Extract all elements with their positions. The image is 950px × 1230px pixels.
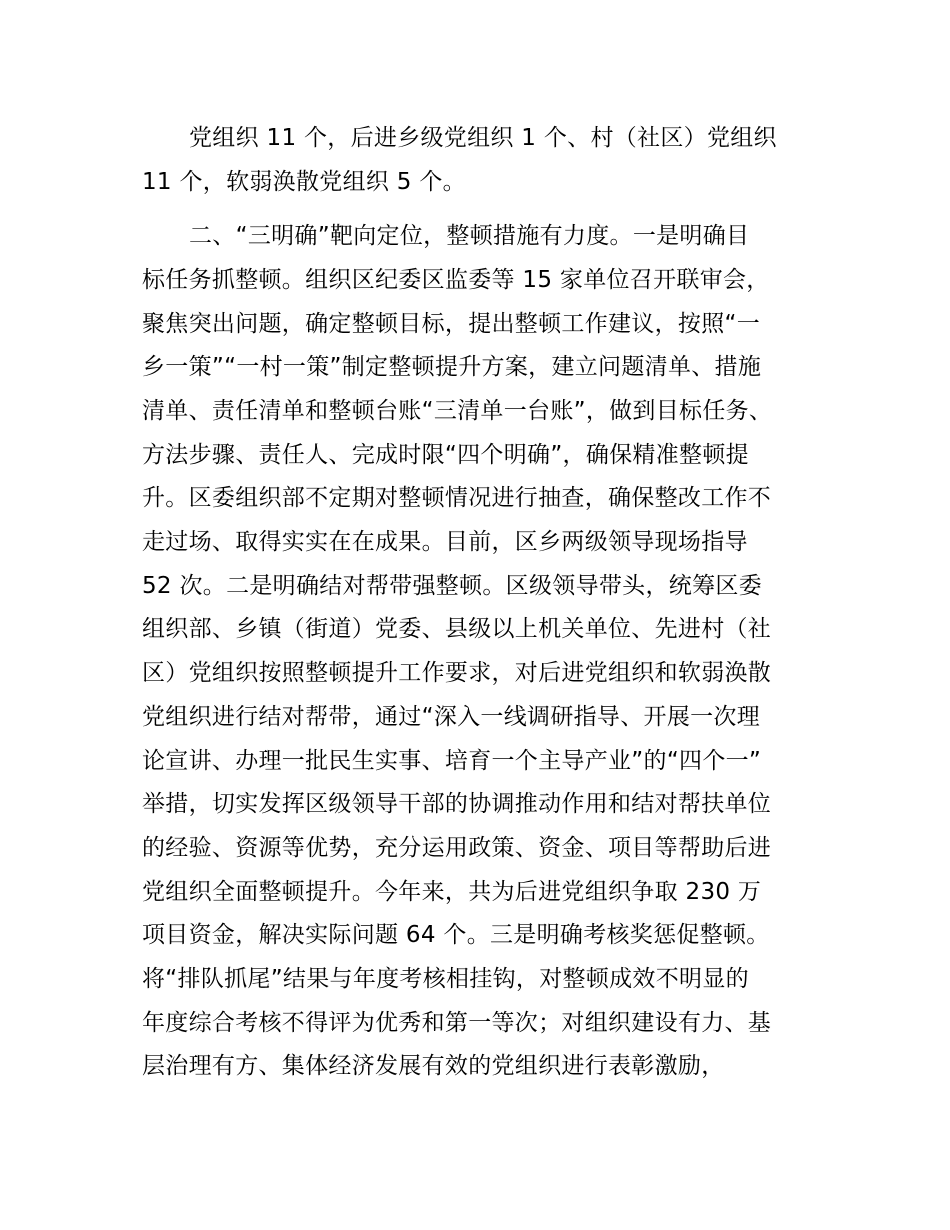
text-line: 清单、责任清单和整顿台账“三清单一台账”，做到目标任务、 [142, 398, 773, 424]
text-line: 标任务抓整顿。组织区纪委区监委等 15 家单位召开联审会， [142, 267, 770, 293]
text-line: 层治理有方、集体经济发展有效的党组织进行表彰激励， [142, 1053, 725, 1079]
text-line: 党组织全面整顿提升。今年来，共为后进党组织争取 230 万 [142, 879, 762, 905]
text-line: 方法步骤、责任人、完成时限“四个明确”，确保精准整顿提 [142, 442, 749, 468]
text-line: 52 次。二是明确结对帮带强整顿。区级领导带头，统筹区委 [142, 573, 762, 599]
text-line: 乡一策”“一村一策”制定整顿提升方案，建立问题清单、措施 [142, 354, 762, 380]
text-line: 区）党组织按照整顿提升工作要求，对后进党组织和软弱涣散 [142, 660, 772, 686]
text-line: 升。区委组织部不定期对整顿情况进行抽查，确保整改工作不 [142, 485, 772, 511]
text-line: 项目资金，解决实际问题 64 个。三是明确考核奖惩促整顿。 [142, 922, 770, 948]
text-line: 的经验、资源等优势，充分运用政策、资金、项目等帮助后进 [142, 835, 772, 861]
text-line: 11 个，软弱涣散党组织 5 个。 [142, 169, 466, 195]
text-line: 二、“三明确”靶向定位，整顿措施有力度。一是明确目 [189, 223, 750, 249]
text-line: 党组织进行结对帮带，通过“深入一线调研指导、开展一次理 [142, 704, 761, 730]
text-line: 组织部、乡镇（街道）党委、县级以上机关单位、先进村（社 [142, 616, 772, 642]
text-line: 论宣讲、办理一批民生实事、培育一个主导产业”的“四个一” [142, 748, 762, 774]
text-line: 聚焦突出问题，确定整顿目标，提出整顿工作建议，按照“一 [142, 311, 761, 337]
text-line: 举措，切实发挥区级领导干部的协调推动作用和结对帮扶单位 [142, 791, 772, 817]
text-line: 党组织 11 个，后进乡级党组织 1 个、村（社区）党组织 [189, 125, 777, 151]
text-line: 走过场、取得实实在在成果。目前，区乡两级领导现场指导 [142, 529, 748, 555]
text-line: 将“排队抓尾”结果与年度考核相挂钩，对整顿成效不明显的 [142, 966, 749, 992]
text-line: 年度综合考核不得评为优秀和第一等次；对组织建设有力、基 [142, 1010, 772, 1036]
